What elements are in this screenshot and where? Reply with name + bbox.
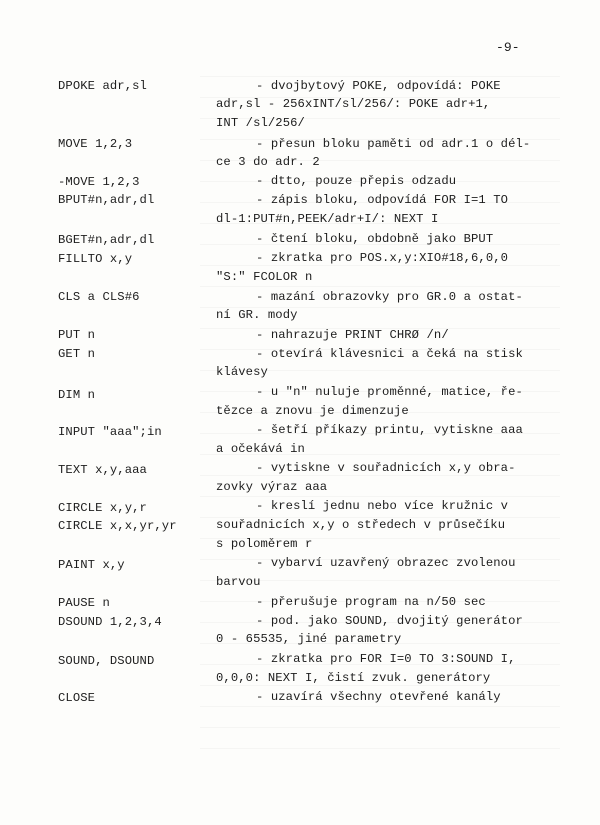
command-description: ce 3 do adr. 2: [216, 155, 320, 169]
command-name: INPUT "aaa";in: [58, 425, 162, 439]
command-description: souřadnicích x,y o středech v průsečíku: [216, 518, 506, 532]
command-description: dl-1:PUT#n,PEEK/adr+I/: NEXT I: [216, 212, 439, 226]
command-description: adr,sl - 256xINT/sl/256/: POKE adr+1,: [216, 97, 491, 111]
command-description: barvou: [216, 575, 261, 589]
command-description: - zkratka pro POS.x,y:XIO#18,6,0,0: [256, 251, 509, 265]
command-description: "S:" FCOLOR n: [216, 270, 313, 284]
command-description: - zápis bloku, odpovídá FOR I=1 TO: [256, 193, 509, 207]
command-name: SOUND, DSOUND: [58, 654, 155, 668]
command-name: TEXT x,y,aaa: [58, 463, 147, 477]
command-description: - uzavírá všechny otevřené kanály: [256, 690, 501, 704]
command-description: - čtení bloku, obdobně jako BPUT: [256, 232, 494, 246]
command-name: PUT n: [58, 328, 96, 342]
command-description: ní GR. mody: [216, 308, 298, 322]
command-name: CIRCLE x,y,r: [58, 501, 147, 515]
command-description: - pod. jako SOUND, dvojitý generátor: [256, 614, 523, 628]
page-number: -9-: [496, 40, 520, 55]
command-name: MOVE 1,2,3: [58, 137, 133, 151]
command-description: - zkratka pro FOR I=0 TO 3:SOUND I,: [256, 652, 516, 666]
command-name: PAUSE n: [58, 596, 110, 610]
command-description: a očekává in: [216, 442, 305, 456]
command-description: zovky výraz aaa: [216, 480, 328, 494]
command-description: INT /sl/256/: [216, 116, 305, 130]
command-description: - přesun bloku paměti od adr.1 o dél-: [256, 137, 531, 151]
command-name: GET n: [58, 347, 96, 361]
command-description: tězce a znovu je dimenzuje: [216, 404, 409, 418]
command-description: - vytiskne v souřadnicích x,y obra-: [256, 461, 516, 475]
command-description: s poloměrem r: [216, 537, 313, 551]
command-name: DIM n: [58, 388, 96, 402]
command-description: klávesy: [216, 365, 268, 379]
command-description: - kreslí jednu nebo více kružnic v: [256, 499, 509, 513]
command-description: 0,0,0: NEXT I, čistí zvuk. generátory: [216, 671, 491, 685]
command-description: - mazání obrazovky pro GR.0 a ostat-: [256, 290, 523, 304]
command-description: - přerušuje program na n/50 sec: [256, 595, 486, 609]
command-name: -MOVE 1,2,3: [58, 175, 140, 189]
command-description: - u "n" nuluje proměnné, matice, ře-: [256, 385, 523, 399]
command-name: FILLTO x,y: [58, 252, 133, 266]
command-name: BGET#n,adr,dl: [58, 233, 155, 247]
command-name: CIRCLE x,x,yr,yr: [58, 519, 177, 533]
command-name: PAINT x,y: [58, 558, 125, 572]
command-name: CLS a CLS#6: [58, 290, 140, 304]
command-description: - nahrazuje PRINT CHRØ /n/: [256, 328, 449, 342]
command-name: CLOSE: [58, 691, 96, 705]
command-description: - otevírá klávesnici a čeká na stisk: [256, 347, 523, 361]
command-name: BPUT#n,adr,dl: [58, 193, 155, 207]
command-name: DPOKE adr,sl: [58, 79, 147, 93]
command-description: - šetří příkazy printu, vytiskne aaa: [256, 423, 523, 437]
command-description: - dtto, pouze přepis odzadu: [256, 174, 457, 188]
command-description: - vybarví uzavřený obrazec zvolenou: [256, 556, 516, 570]
command-description: - dvojbytový POKE, odpovídá: POKE: [256, 79, 501, 93]
command-name: DSOUND 1,2,3,4: [58, 615, 162, 629]
command-description: 0 - 65535, jiné parametry: [216, 632, 402, 646]
